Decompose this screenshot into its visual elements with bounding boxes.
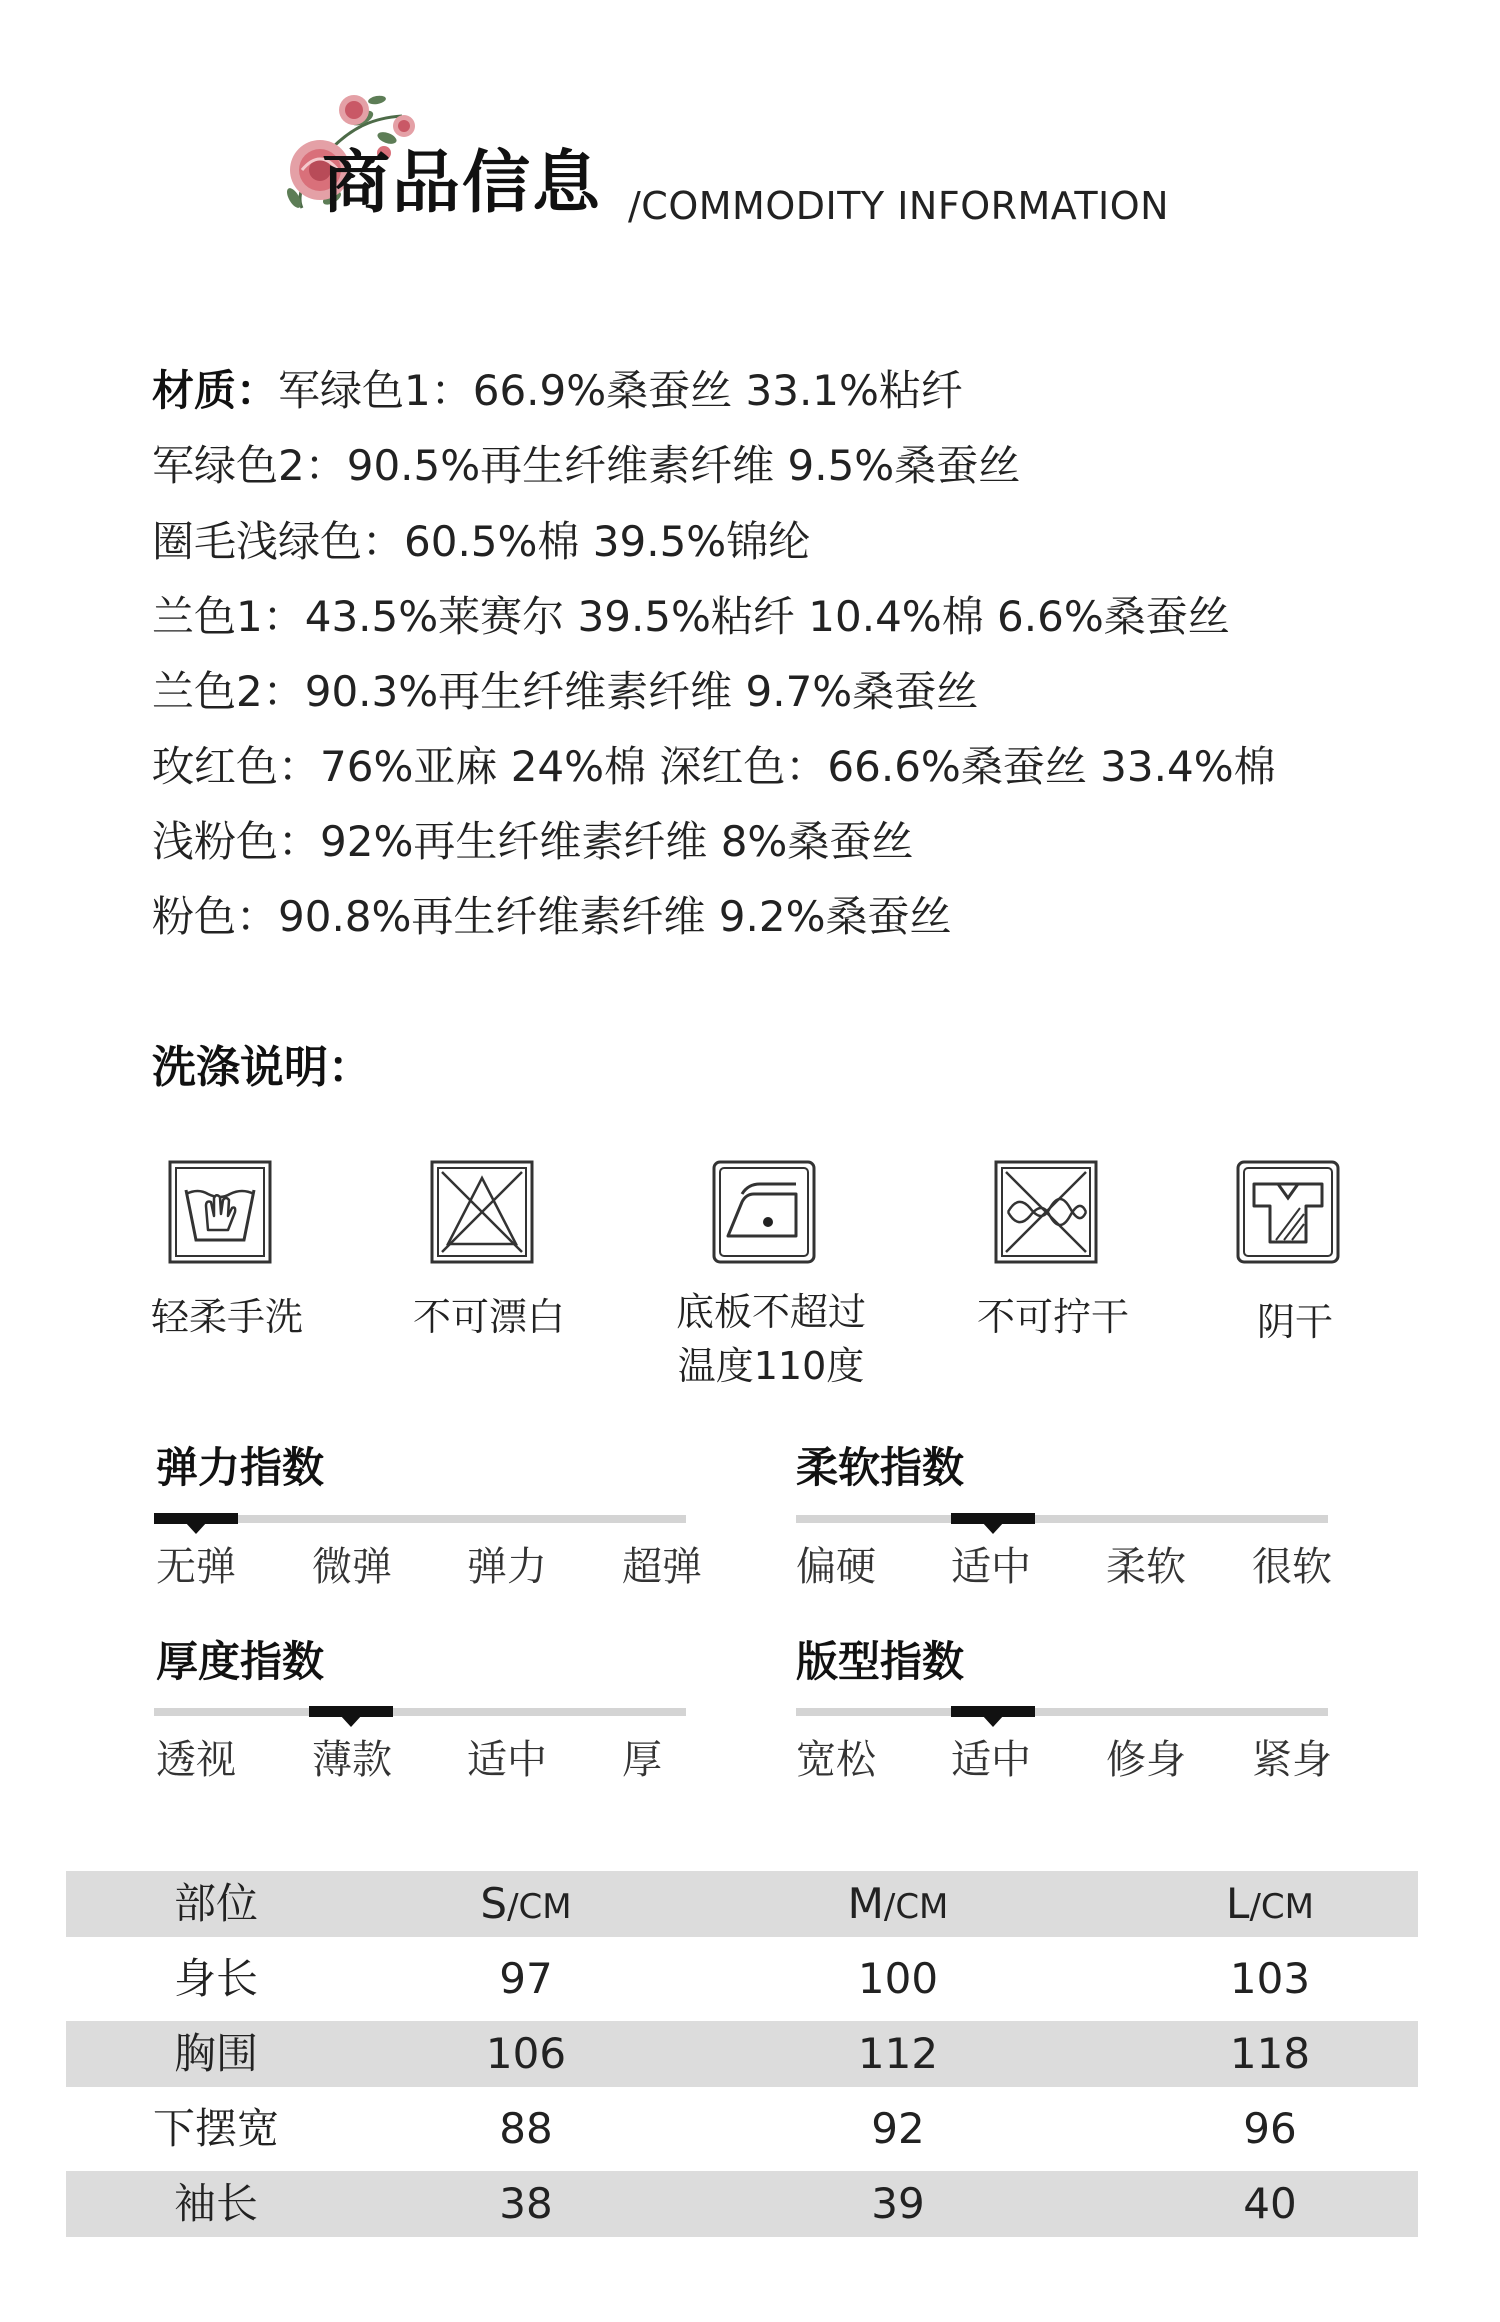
softness-index-title: 柔软指数 [796, 1443, 965, 1492]
material-line: 粉色：90.8%再生纤维素纤维 9.2%桑蚕丝 [152, 892, 952, 941]
thickness-option: 透视 [156, 1737, 236, 1783]
softness-option: 适中 [951, 1544, 1031, 1590]
care-label-no-wring: 不可拧干 [976, 1295, 1129, 1339]
table-cell: 袖长 [173, 2179, 258, 2228]
softness-option: 偏硬 [796, 1544, 876, 1590]
thickness-option: 厚 [622, 1737, 662, 1783]
fit-option: 宽松 [796, 1737, 876, 1783]
thickness-option: 适中 [467, 1737, 547, 1783]
table-cell: 40 [1243, 2179, 1297, 2228]
material-label: 材质： [152, 366, 279, 415]
table-cell: 38 [499, 2179, 553, 2228]
table-cell: 身长 [173, 1954, 258, 2003]
no-wring-icon [994, 1160, 1098, 1264]
elasticity-option: 弹力 [467, 1544, 547, 1590]
material-line: 圈毛浅绿色：60.5%棉 39.5%锦纶 [152, 517, 811, 566]
table-cell: 103 [1229, 1954, 1311, 2003]
fit-option: 紧身 [1252, 1737, 1332, 1783]
header-cell [1170, 1871, 1370, 1937]
table-cell: 胸围 [173, 2029, 258, 2078]
size-table-header [66, 1871, 1418, 1937]
header-cell [798, 1871, 998, 1937]
shade-dry-icon [1236, 1160, 1340, 1264]
softness-index-marker [951, 1513, 1035, 1524]
header-size-label: S [480, 1879, 508, 1928]
table-row [66, 1946, 1418, 2012]
material-line: 浅粉色：92%再生纤维素纤维 8%桑蚕丝 [152, 817, 914, 866]
page-title: 商品信息 [322, 144, 603, 223]
elasticity-option: 微弹 [312, 1544, 392, 1590]
page-subtitle: /COMMODITY INFORMATION [628, 184, 1170, 228]
softness-option: 柔软 [1106, 1544, 1186, 1590]
header-cell: 部位 [173, 1879, 258, 1928]
material-line: 军绿色2：90.5%再生纤维素纤维 9.5%桑蚕丝 [152, 441, 1021, 490]
softness-index-track [796, 1515, 1328, 1523]
thickness-index-marker [309, 1706, 393, 1717]
header-size-label: L [1226, 1879, 1250, 1928]
care-label-iron-line2: 温度110度 [677, 1344, 865, 1388]
care-label-iron [651, 1285, 891, 1393]
care-label-no-bleach: 不可漂白 [412, 1295, 565, 1339]
table-cell: 100 [857, 1954, 939, 2003]
no-bleach-icon [430, 1160, 534, 1264]
fit-option: 适中 [951, 1737, 1031, 1783]
material-line: 兰色1：43.5%莱赛尔 39.5%粘纤 10.4%棉 6.6%桑蚕丝 [152, 592, 1230, 641]
header-unit: /CM [883, 1887, 949, 1927]
thickness-index-track [154, 1708, 686, 1716]
thickness-option: 薄款 [312, 1737, 392, 1783]
material-line: 兰色2：90.3%再生纤维素纤维 9.7%桑蚕丝 [152, 667, 979, 716]
material-text: 军绿色1：66.9%桑蚕丝 33.1%粘纤 [278, 366, 963, 415]
material-line: 玫红色：76%亚麻 24%棉 深红色：66.6%桑蚕丝 33.4%棉 [152, 742, 1276, 791]
table-cell: 112 [857, 2029, 939, 2078]
header-cell [426, 1871, 626, 1937]
table-cell: 96 [1243, 2104, 1297, 2153]
table-cell: 39 [871, 2179, 925, 2228]
fit-index-title: 版型指数 [796, 1637, 965, 1686]
table-cell: 88 [499, 2104, 553, 2153]
iron-low-icon [712, 1160, 816, 1264]
fit-index-track [796, 1708, 1328, 1716]
header-unit: /CM [1249, 1887, 1314, 1927]
care-label-shade-dry: 阴干 [1256, 1300, 1333, 1344]
care-label-iron-line1: 底板不超过 [675, 1290, 866, 1334]
table-cell: 97 [499, 1954, 553, 2003]
elasticity-index-title: 弹力指数 [156, 1443, 325, 1492]
material-line [152, 366, 963, 415]
fit-index-marker [951, 1706, 1035, 1717]
header-size-label: M [847, 1879, 884, 1928]
table-row [66, 2171, 1418, 2237]
care-label-hand-wash: 轻柔手洗 [150, 1295, 303, 1339]
elasticity-option: 超弹 [622, 1544, 702, 1590]
table-cell: 92 [871, 2104, 925, 2153]
table-cell: 下摆宽 [152, 2104, 279, 2153]
elasticity-index-marker [154, 1513, 238, 1524]
table-cell: 106 [485, 2029, 567, 2078]
thickness-index-title: 厚度指数 [156, 1637, 325, 1686]
table-row [66, 2021, 1418, 2087]
table-cell: 118 [1229, 2029, 1311, 2078]
elasticity-option: 无弹 [156, 1544, 236, 1590]
header-unit: /CM [507, 1887, 572, 1927]
table-row [66, 2096, 1418, 2162]
hand-wash-icon [168, 1160, 272, 1264]
fit-option: 修身 [1106, 1737, 1186, 1783]
softness-option: 很软 [1252, 1544, 1332, 1590]
washing-title: 洗涤说明： [152, 1042, 372, 1093]
elasticity-index-track [154, 1515, 686, 1523]
